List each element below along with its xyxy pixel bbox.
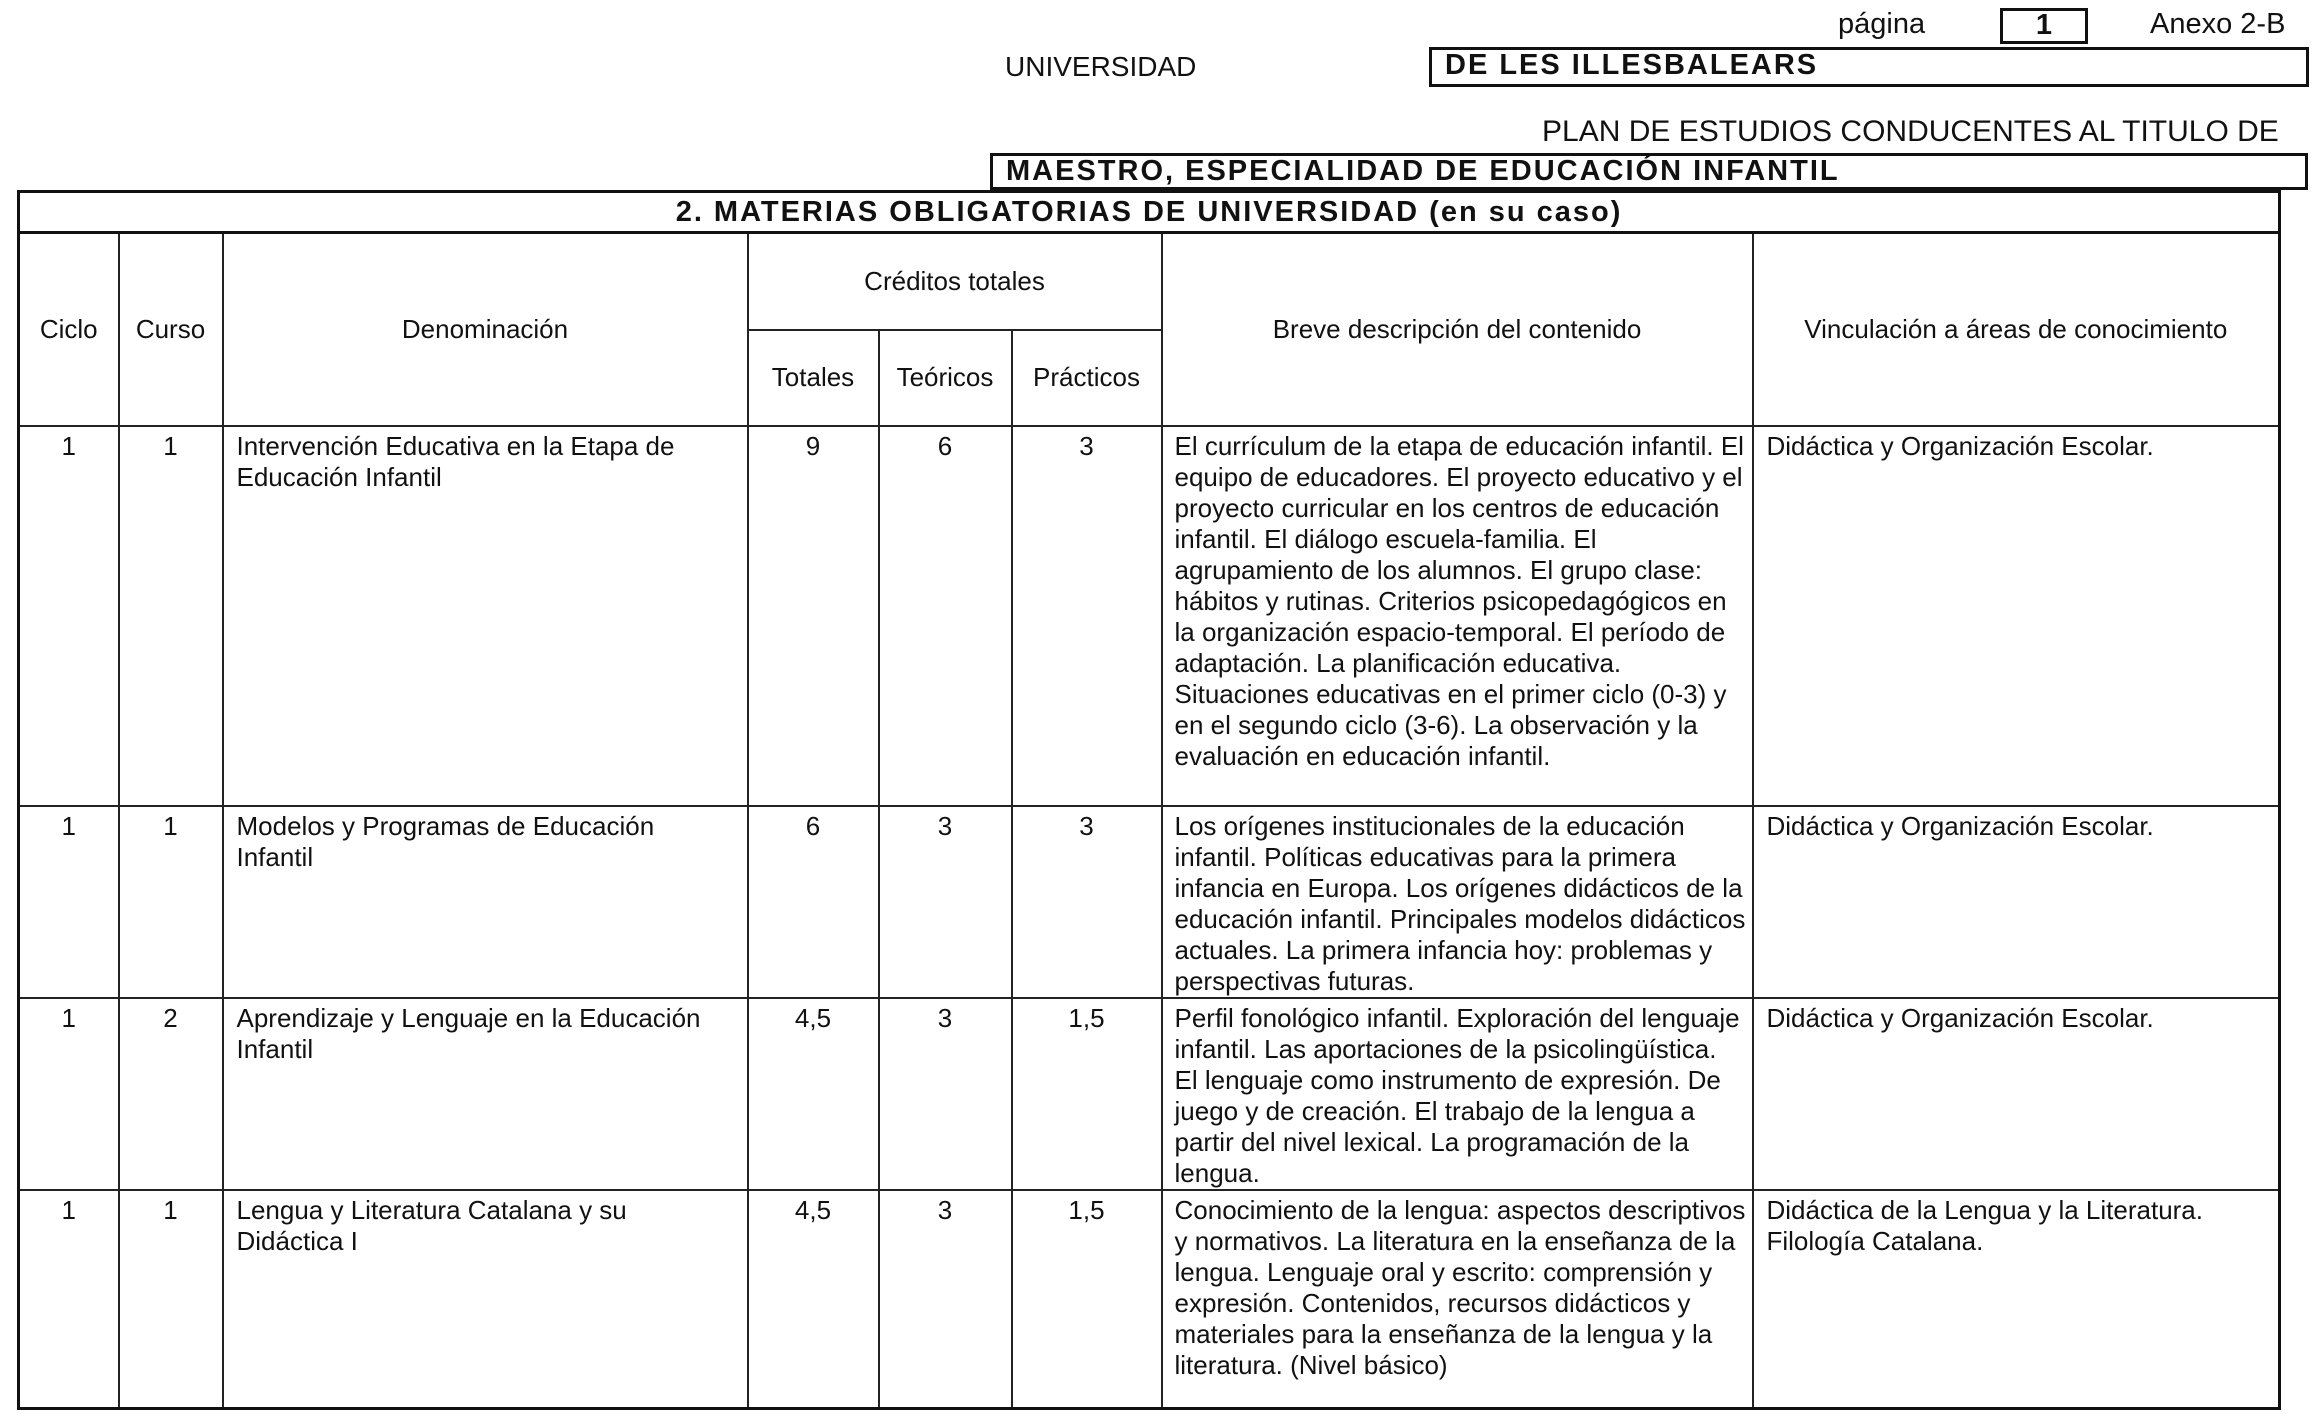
plan-label: PLAN DE ESTUDIOS CONDUCENTES AL TITULO DE (1542, 115, 2279, 148)
cell-totales: 6 (748, 806, 879, 998)
cell-totales: 4,5 (748, 1190, 879, 1409)
page-number: 1 (2035, 9, 2053, 41)
cell-totales: 4,5 (748, 998, 879, 1190)
cell-vinculacion: Didáctica de la Lengua y la Literatura. Filología Catalana. (1753, 1190, 2280, 1409)
cell-practicos: 1,5 (1012, 998, 1162, 1190)
table-row (19, 426, 2280, 806)
cell-curso: 1 (119, 806, 223, 998)
cell-curso: 1 (119, 1190, 223, 1409)
degree-title: MAESTRO, ESPECIALIDAD DE EDUCACIÓN INFANTIL (1006, 155, 1840, 187)
col-header-vinculacion: Vinculación a áreas de conocimiento (1753, 233, 2280, 426)
cell-practicos: 3 (1012, 806, 1162, 998)
cell-vinculacion: Didáctica y Organización Escolar. (1753, 998, 2280, 1190)
col-header-totales: Totales (748, 330, 879, 426)
cell-ciclo: 1 (19, 806, 119, 998)
cell-totales: 9 (748, 426, 879, 806)
cell-teoricos: 6 (879, 426, 1012, 806)
cell-descripcion: Perfil fonológico infantil. Exploración del lenguaje infantil. Las aportaciones de la psicolingüística. El lenguaje como instrumento de expresión. De juego y de creación. El trabajo de la lengua a partir del nivel lexical. La programación de la lengua. (1162, 998, 1753, 1190)
cell-denominacion: Lengua y Literatura Catalana y su Didáctica I (223, 1190, 748, 1409)
cell-denominacion: Modelos y Programas de Educación Infantil (223, 806, 748, 998)
col-header-creditos: Créditos totales (748, 233, 1162, 330)
cell-vinculacion: Didáctica y Organización Escolar. (1753, 806, 2280, 998)
cell-curso: 1 (119, 426, 223, 806)
page-label: página (1838, 8, 1926, 40)
cell-practicos: 1,5 (1012, 1190, 1162, 1409)
cell-denominacion: Aprendizaje y Lenguaje en la Educación Infantil (223, 998, 748, 1190)
cell-ciclo: 1 (19, 998, 119, 1190)
cell-descripcion: Los orígenes institucionales de la educación infantil. Políticas educativas para la primera infancia en Europa. Los orígenes didácticos de la educación infantil. Principales modelos didácticos actuales. La primera infancia hoy: problemas y perspectivas futuras. (1162, 806, 1753, 998)
col-header-practicos: Prácticos (1012, 330, 1162, 426)
cell-denominacion: Intervención Educativa en la Etapa de Educación Infantil (223, 426, 748, 806)
cell-practicos: 3 (1012, 426, 1162, 806)
col-header-curso: Curso (119, 233, 223, 426)
table-row (19, 998, 2280, 1190)
cell-descripcion: El currículum de la etapa de educación infantil. El equipo de educadores. El proyecto educativo y el proyecto curricular en los centros de educación infantil. El diálogo escuela-familia. El agrupamiento de los alumnos. El grupo clase: hábitos y rutinas. Criterios psicopedagógicos en la organización espacio-temporal. El período de adaptación. La planificación educativa. Situaciones educativas en el primer ciclo (0-3) y en el segundo ciclo (3-6). La observación y la evaluación en educación infantil. (1162, 426, 1753, 806)
col-header-ciclo: Ciclo (19, 233, 119, 426)
cell-ciclo: 1 (19, 426, 119, 806)
annex-label: Anexo 2-B (2150, 8, 2286, 40)
university-label: UNIVERSIDAD (1005, 51, 1197, 82)
cell-vinculacion: Didáctica y Organización Escolar. (1753, 426, 2280, 806)
col-header-denominacion: Denominación (223, 233, 748, 426)
table-row (19, 1190, 2280, 1409)
subjects-table (17, 190, 2281, 1410)
university-name: DE LES ILLESBALEARS (1445, 49, 1819, 81)
cell-descripcion: Conocimiento de la lengua: aspectos descriptivos y normativos. La literatura en la enseñanza de la lengua. Lenguaje oral y escrito: comprensión y expresión. Contenidos, recursos didácticos y materiales para la enseñanza de la lengua y la literatura. (Nivel básico) (1162, 1190, 1753, 1409)
cell-teoricos: 3 (879, 806, 1012, 998)
cell-curso: 2 (119, 998, 223, 1190)
col-header-descripcion: Breve descripción del contenido (1162, 233, 1753, 426)
cell-teoricos: 3 (879, 1190, 1012, 1409)
table-row (19, 806, 2280, 998)
cell-ciclo: 1 (19, 1190, 119, 1409)
cell-teoricos: 3 (879, 998, 1012, 1190)
col-header-teoricos: Teóricos (879, 330, 1012, 426)
section-title: 2. MATERIAS OBLIGATORIAS DE UNIVERSIDAD (en su caso) (19, 192, 2280, 233)
